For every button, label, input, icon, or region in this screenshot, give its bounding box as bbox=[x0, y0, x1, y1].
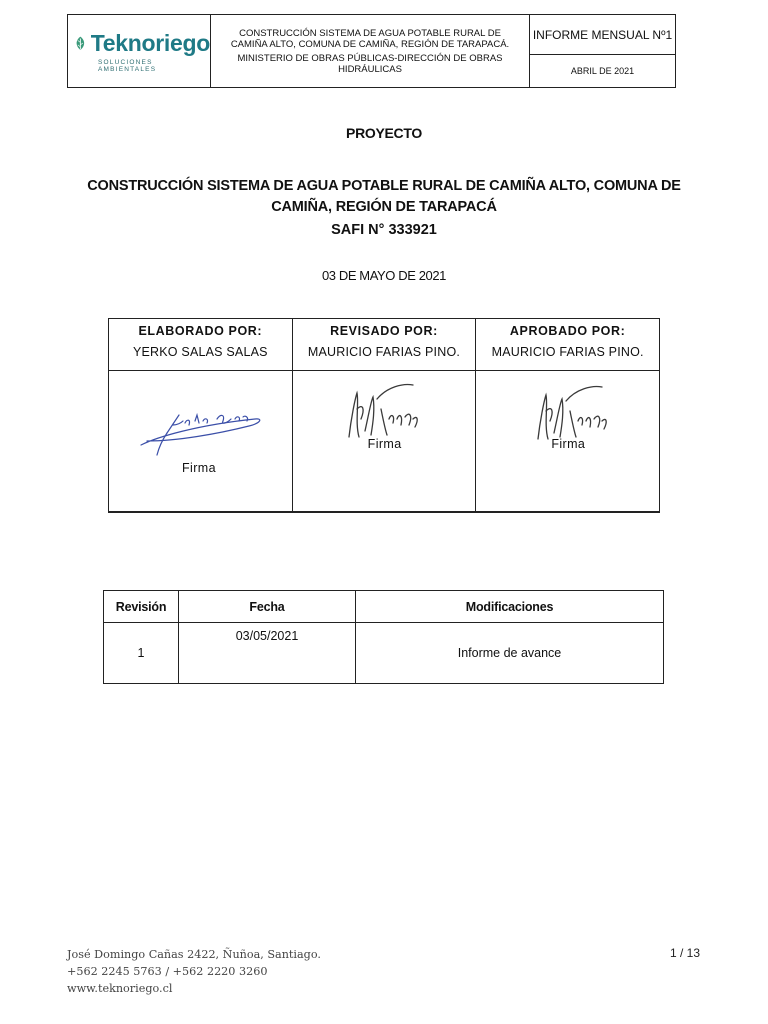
footer-website: www.teknoriego.cl bbox=[67, 982, 173, 995]
document-header bbox=[67, 14, 676, 88]
approval-role: ELABORADO POR: bbox=[138, 324, 263, 338]
revision-table bbox=[103, 590, 664, 684]
table-row bbox=[104, 623, 664, 684]
approval-cell-aprobado bbox=[476, 319, 660, 371]
approval-cell-elaborado bbox=[109, 319, 293, 371]
project-title: CONSTRUCCIÓN SISTEMA DE AGUA POTABLE RURAL DE CAMIÑA ALTO, COMUNA DE CAMIÑA, REGIÓN DE TARAPACÁ bbox=[87, 178, 681, 215]
header-report bbox=[530, 15, 675, 87]
approval-name: MAURICIO FARIAS PINO. bbox=[307, 345, 461, 359]
safi-number: SAFI N° 333921 bbox=[331, 222, 437, 238]
revision-modification: Informe de avance bbox=[356, 623, 664, 684]
report-number: INFORME MENSUAL Nº1 bbox=[530, 15, 675, 55]
section-heading: PROYECTO bbox=[346, 125, 422, 141]
column-header: Modificaciones bbox=[356, 591, 664, 623]
signature-label: Firma bbox=[551, 437, 586, 451]
signature-cell-elaborado bbox=[109, 371, 293, 512]
document-date: 03 DE MAYO DE 2021 bbox=[321, 268, 447, 283]
signature-icon bbox=[137, 401, 267, 457]
approval-name: YERKO SALAS SALAS bbox=[132, 345, 268, 359]
page-number: 1 / 13 bbox=[670, 946, 701, 960]
approval-name: MAURICIO FARIAS PINO. bbox=[491, 345, 644, 359]
signature-icon bbox=[343, 379, 423, 443]
signature-label: Firma bbox=[367, 437, 402, 451]
revision-date: 03/05/2021 bbox=[179, 623, 356, 684]
page-footer bbox=[67, 946, 321, 997]
report-date: ABRIL DE 2021 bbox=[570, 66, 635, 76]
header-project bbox=[211, 15, 530, 87]
footer-phones: +562 2245 5763 / +562 2220 3260 bbox=[67, 965, 268, 978]
approval-role: REVISADO POR: bbox=[330, 324, 438, 338]
company-logo bbox=[68, 15, 211, 87]
signature-cell-aprobado bbox=[476, 371, 660, 512]
signature-icon bbox=[532, 381, 612, 445]
table-header-row bbox=[104, 591, 664, 623]
header-ministry: MINISTERIO DE OBRAS PÚBLICAS-DIRECCIÓN DE OBRAS HIDRÁULICAS bbox=[237, 52, 503, 75]
signature-cell-revisado bbox=[292, 371, 476, 512]
approval-cell-revisado bbox=[292, 319, 476, 371]
signature-label: Firma bbox=[182, 461, 216, 475]
approval-table bbox=[108, 318, 660, 513]
column-header: Fecha bbox=[179, 591, 356, 623]
logo-tagline: SOLUCIONES AMBIENTALES bbox=[98, 58, 157, 73]
column-header: Revisión bbox=[104, 591, 179, 623]
header-project-title: CONSTRUCCIÓN SISTEMA DE AGUA POTABLE RURAL DE CAMIÑA ALTO, COMUNA DE CAMIÑA, REGIÓN DE TARAPACÁ. bbox=[230, 27, 510, 50]
approval-role: APROBADO POR: bbox=[509, 324, 626, 338]
revision-number: 1 bbox=[104, 623, 179, 684]
leaf-icon bbox=[74, 31, 87, 55]
footer-address: José Domingo Cañas 2422, Ñuñoa, Santiago. bbox=[67, 948, 321, 961]
logo-wordmark: Teknoriego bbox=[90, 29, 210, 56]
